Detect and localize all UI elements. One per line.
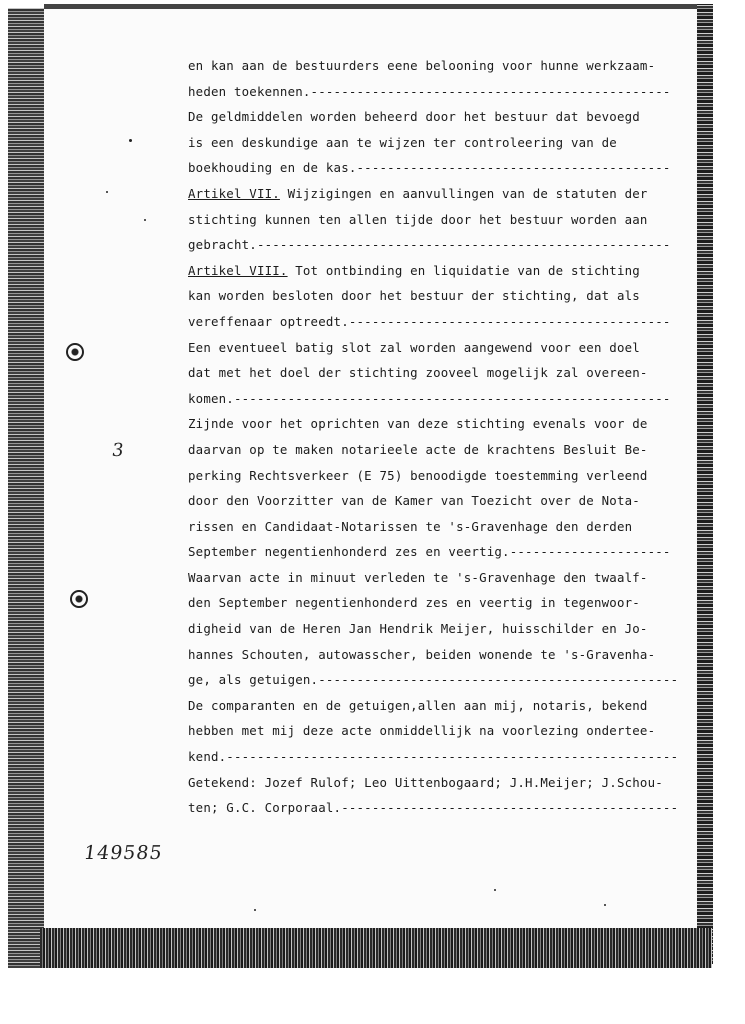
scan-speck: [129, 139, 132, 142]
scan-speck: [494, 889, 496, 891]
text-segment: De geldmiddelen worden beheerd door het bestuur dat bevoegd: [188, 109, 640, 125]
text-segment: Een eventueel batig slot zal worden aangewend voor een doel: [188, 339, 640, 355]
text-line: [188, 539, 688, 565]
text-line: [188, 155, 688, 181]
scan-speck: [144, 219, 146, 221]
text-segment: Wijzigingen en aanvullingen van de statuten der: [279, 185, 648, 201]
text-line: [188, 232, 688, 258]
text-segment: Zijnde voor het oprichten van deze stichting evenals voor de: [188, 416, 648, 432]
text-segment: rissen en Candidaat-Notarissen te 's-Gravenhage den derden: [188, 518, 633, 534]
punch-hole-mark: [66, 343, 84, 361]
text-line: [188, 693, 688, 719]
document-body: [188, 53, 688, 821]
scan-edge-right: [697, 4, 713, 964]
scan-edge-left: [8, 8, 44, 968]
scan-speck: [604, 904, 606, 906]
text-segment: September negentienhonderd zes en veertig.---------------------: [188, 544, 671, 560]
text-line: [188, 488, 688, 514]
text-line: [188, 565, 688, 591]
text-line: [188, 386, 688, 412]
text-segment: hebben met mij deze acte onmiddellijk na voorlezing ondertee-: [188, 723, 656, 739]
text-segment: door den Voorzitter van de Kamer van Toezicht over de Nota-: [188, 493, 640, 509]
text-line: [188, 79, 688, 105]
text-segment: is een deskundige aan te wijzen ter controleering van de: [188, 134, 617, 150]
text-line: [188, 335, 688, 361]
text-line: [188, 130, 688, 156]
text-line: [188, 642, 688, 668]
text-line: [188, 744, 688, 770]
text-line: [188, 795, 688, 821]
article-heading: Artikel VIII.: [188, 262, 288, 278]
text-line: [188, 53, 688, 79]
text-segment: perking Rechtsverkeer (E 75) benoodigde toestemming verleend: [188, 467, 648, 483]
text-segment: dat met het doel der stichting zooveel mogelijk zal overeen-: [188, 365, 648, 381]
text-segment: en kan aan de bestuurders eene belooning voor hunne werkzaam-: [188, 58, 656, 73]
text-line: [188, 667, 688, 693]
text-line: [188, 463, 688, 489]
text-line: [188, 770, 688, 796]
text-segment: vereffenaar optreedt.------------------------------------------: [188, 313, 671, 329]
text-segment: Getekend: Jozef Rulof; Leo Uittenbogaard; J.H.Meijer; J.Schou-: [188, 774, 663, 790]
text-segment: heden toekennen.-----------------------------------------------: [188, 83, 671, 99]
article-heading: Artikel VII.: [188, 185, 280, 201]
text-line: [188, 104, 688, 130]
text-line: [188, 283, 688, 309]
text-segment: ge, als getuigen.-----------------------------------------------: [188, 672, 679, 688]
text-segment: hannes Schouten, autowasscher, beiden wonende te 's-Gravenha-: [188, 646, 656, 662]
text-line: [188, 258, 688, 284]
text-segment: kan worden besloten door het bestuur der stichting, dat als: [188, 288, 640, 304]
text-line: [188, 360, 688, 386]
text-line: [188, 616, 688, 642]
text-line: [188, 207, 688, 233]
text-segment: Tot ontbinding en liquidatie van de stichting: [287, 262, 640, 278]
text-line: [188, 590, 688, 616]
scan-speck: [106, 191, 108, 193]
text-line: [188, 181, 688, 207]
text-segment: kend.-----------------------------------------------------------: [188, 749, 679, 765]
text-segment: gebracht.------------------------------------------------------: [188, 237, 671, 253]
scan-edge-bottom: [40, 928, 712, 968]
text-segment: daarvan op te maken notarieele acte de krachtens Besluit Be-: [188, 441, 648, 457]
text-segment: digheid van de Heren Jan Hendrik Meijer, huisschilder en Jo-: [188, 621, 648, 637]
text-segment: stichting kunnen ten allen tijde door het bestuur worden aan: [188, 211, 648, 227]
text-segment: boekhouding en de kas.-----------------------------------------: [188, 160, 671, 176]
text-segment: ten; G.C. Corporaal.--------------------------------------------: [188, 800, 679, 816]
text-segment: komen.---------------------------------------------------------: [188, 390, 671, 406]
scan-speck: [254, 909, 256, 911]
text-line: [188, 437, 688, 463]
text-line: [188, 514, 688, 540]
text-line: [188, 718, 688, 744]
text-segment: De comparanten en de getuigen,allen aan mij, notaris, bekend: [188, 697, 648, 713]
punch-hole-mark: [70, 590, 88, 608]
text-segment: Waarvan acte in minuut verleden te 's-Gravenhage den twaalf-: [188, 569, 648, 585]
text-segment: den September negentienhonderd zes en veertig in tegenwoor-: [188, 595, 640, 611]
handwritten-archive-number: 149585: [82, 842, 165, 864]
text-line: [188, 309, 688, 335]
margin-number: 3: [110, 440, 125, 461]
text-line: [188, 411, 688, 437]
